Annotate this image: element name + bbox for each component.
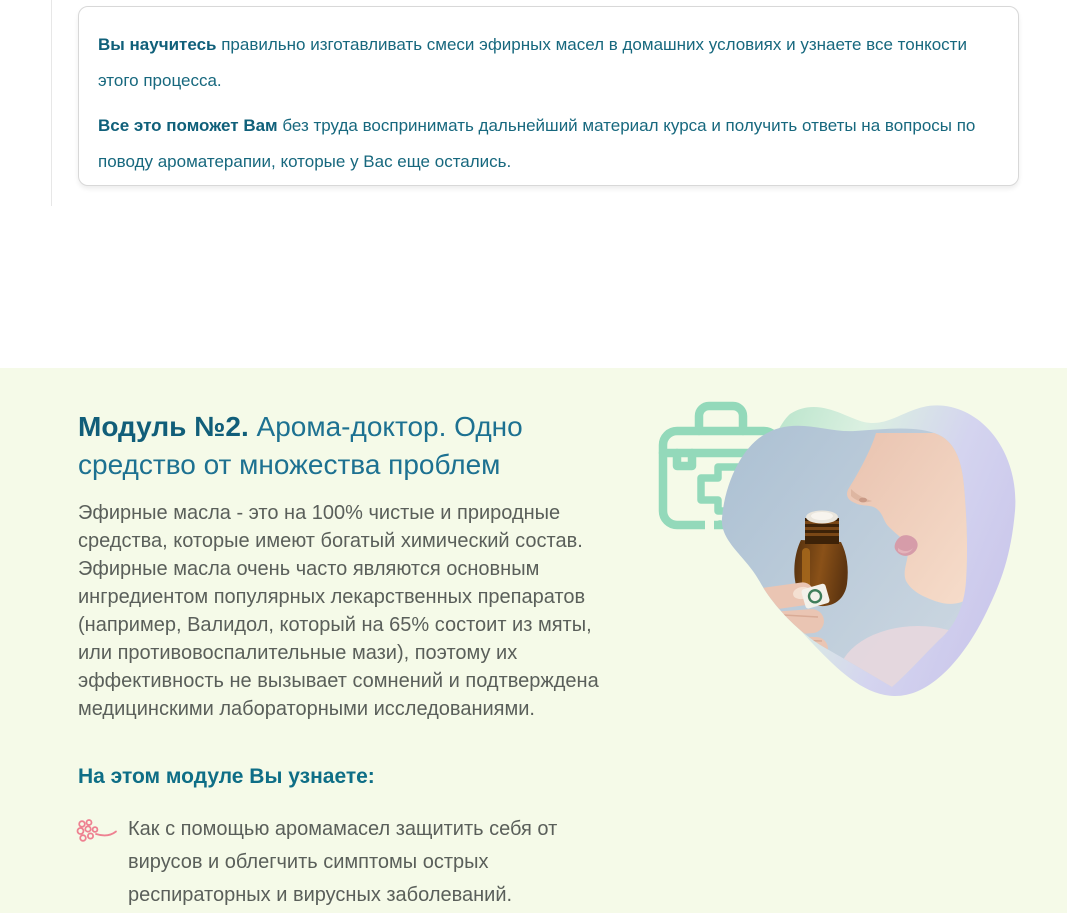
module-heading [78,408,626,484]
module-section [0,368,1067,913]
floral-branch-icon [76,817,118,912]
intro-paragraph [98,27,998,99]
intro-paragraph-text: правильно изготавливать смеси эфирных масел в домашних условиях и узнаете все тонкости этого процесса. [98,35,967,90]
intro-paragraph-lead: Вы научитесь [98,35,217,54]
module-heading-lead: Модуль №2. [78,411,249,442]
module-illustration [650,390,1030,710]
nostril [859,498,867,503]
list-item [76,813,626,912]
module-content [78,408,626,912]
icon-edge-gap [705,518,714,531]
module-heading-rest: Арома-доктор. Одно средство от множества проблем [78,411,523,480]
module-description: Эфирные масла - это на 100% чистые и природные средства, которые имеют богатый химический состав. Эфирные масла очень часто являются основным ингредиентом популярных лекарственных препаратов (например, Валидол, который на 65% состоит из мяты, или противовоспалительные мази), поэтому их эффективность не вызывает сомнений и подтверждена медицинскими лабораторными исследованиями. [78,502,599,720]
intro-paragraph [98,108,998,180]
intro-paragraph-text: без труда воспринимать дальнейший материал курса и получить ответы на вопросы по поводу ароматерапии, которые у Вас еще остались. [98,116,976,171]
intro-paragraph-lead: Все это поможет Вам [98,116,278,135]
intro-card [78,6,1019,186]
container-edge-line [51,0,52,206]
list-item-text: Как с помощью аромамасел защитить себя от вирусов и облегчить симптомы острых респираторных и вирусных заболеваний. [128,818,558,906]
module-list-title: На этом модуле Вы узнаете: [78,765,375,788]
